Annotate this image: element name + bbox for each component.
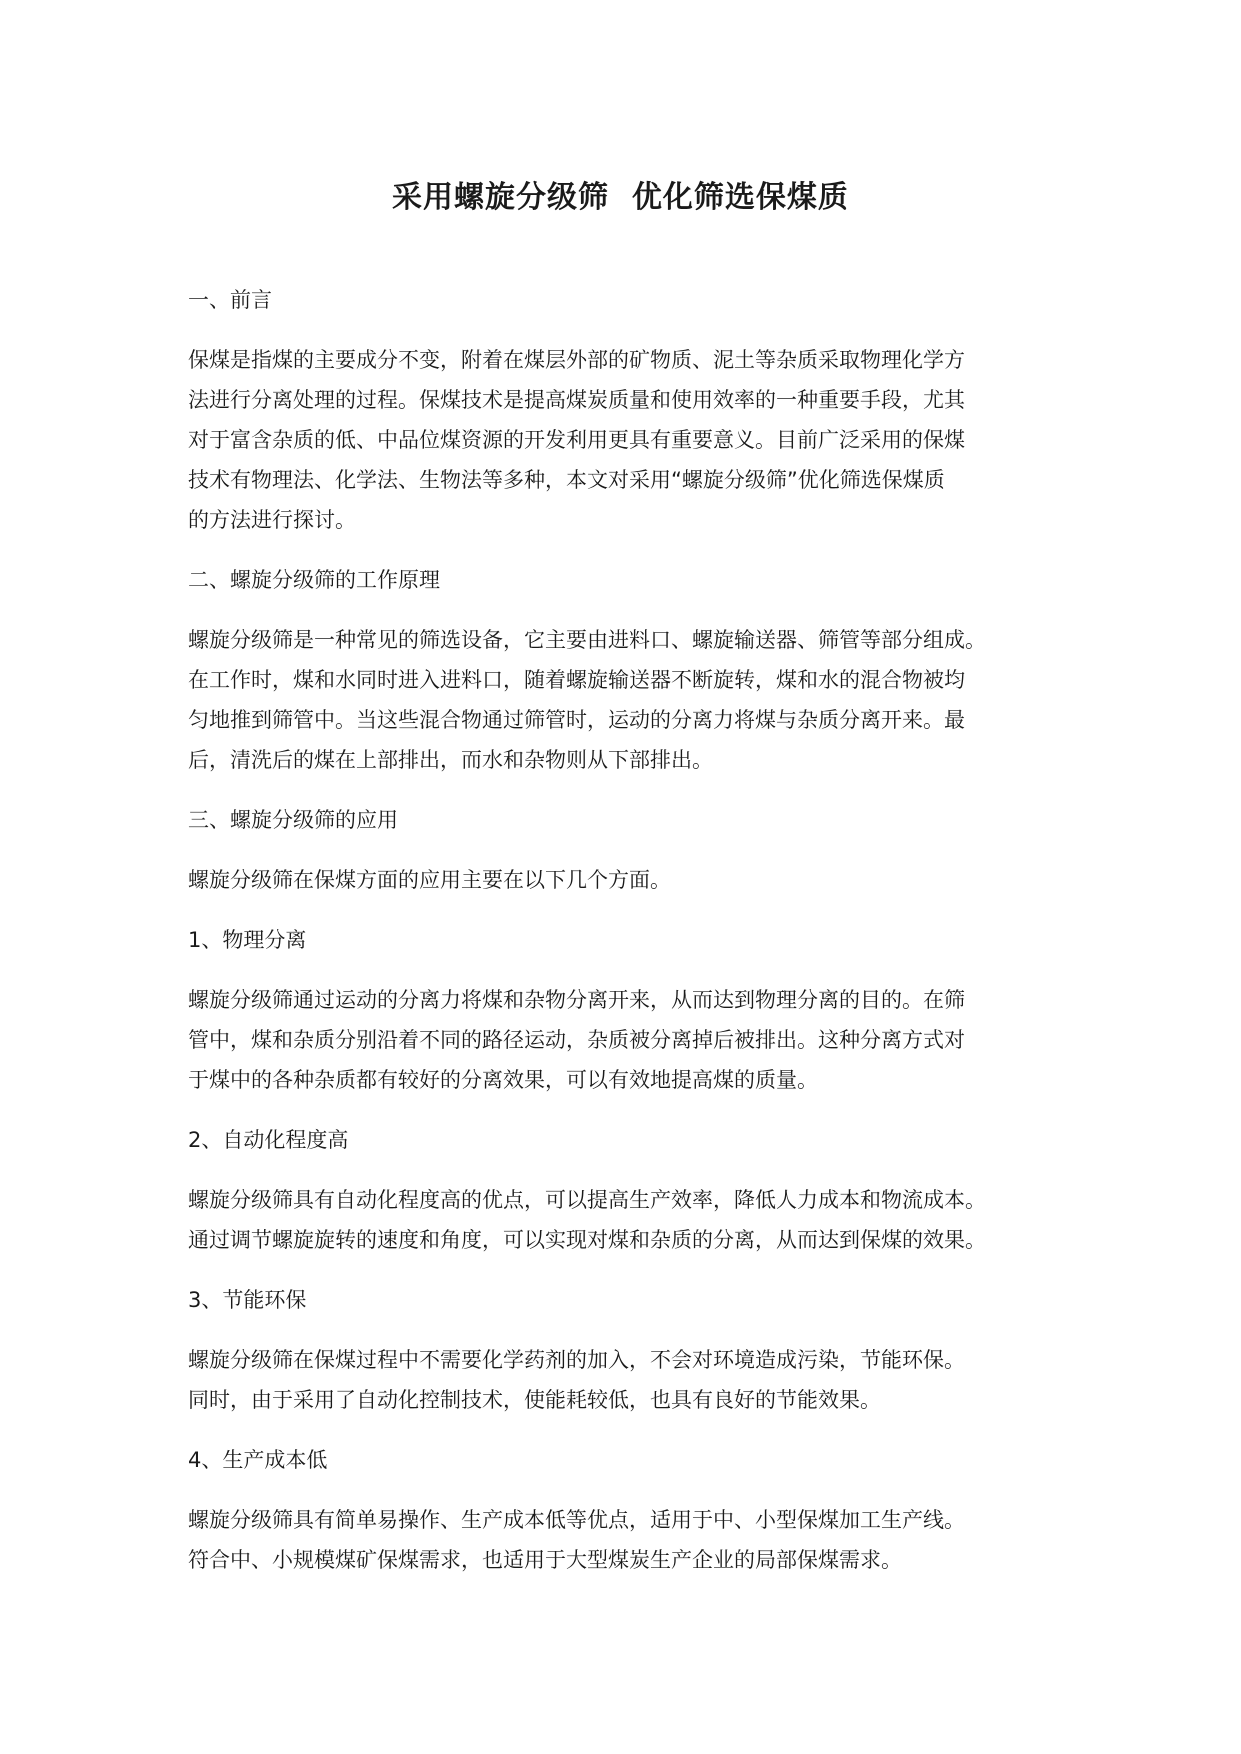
paragraph-preface <box>188 340 1068 540</box>
paragraph-low-cost <box>188 1500 1068 1580</box>
paragraph-working-principle <box>188 620 1068 780</box>
text-line: 螺旋分级筛在保煤方面的应用主要在以下几个方面。 <box>188 868 671 892</box>
text-line: 管中，煤和杂质分别沿着不同的路径运动，杂质被分离掉后被排出。这种分离方式对 <box>188 1028 965 1052</box>
text-line: 通过调节螺旋旋转的速度和角度，可以实现对煤和杂质的分离，从而达到保煤的效果。 <box>188 1228 986 1252</box>
subsection-heading-physical-separation: 1、物理分离 <box>188 928 307 952</box>
subsection-heading-automation: 2、自动化程度高 <box>188 1128 349 1152</box>
text-line: 螺旋分级筛是一种常见的筛选设备，它主要由进料口、螺旋输送器、筛管等部分组成。 <box>188 628 986 652</box>
document-title: 采用螺旋分级筛 优化筛选保煤质 <box>392 180 849 215</box>
text-line: 技术有物理法、化学法、生物法等多种，本文对采用“螺旋分级筛”优化筛选保煤质 <box>188 468 945 492</box>
text-line: 螺旋分级筛在保煤过程中不需要化学药剂的加入，不会对环境造成污染，节能环保。 <box>188 1348 965 1372</box>
text-line: 对于富含杂质的低、中品位煤资源的开发利用更具有重要意义。目前广泛采用的保煤 <box>188 428 965 452</box>
text-line: 在工作时，煤和水同时进入进料口，随着螺旋输送器不断旋转，煤和水的混合物被均 <box>188 668 965 692</box>
text-line: 保煤是指煤的主要成分不变，附着在煤层外部的矿物质、泥土等杂质采取物理化学方 <box>188 348 965 372</box>
paragraph-physical-separation <box>188 980 1068 1100</box>
text-line: 匀地推到筛管中。当这些混合物通过筛管时，运动的分离力将煤与杂质分离开来。最 <box>188 708 965 732</box>
text-line: 于煤中的各种杂质都有较好的分离效果，可以有效地提高煤的质量。 <box>188 1068 818 1092</box>
text-line: 螺旋分级筛通过运动的分离力将煤和杂物分离开来，从而达到物理分离的目的。在筛 <box>188 988 965 1012</box>
text-line: 同时，由于采用了自动化控制技术，使能耗较低，也具有良好的节能效果。 <box>188 1388 881 1412</box>
paragraph-application-intro <box>188 860 1068 900</box>
paragraph-automation <box>188 1180 1068 1260</box>
section-heading-working-principle: 二、螺旋分级筛的工作原理 <box>188 568 440 592</box>
text-line: 螺旋分级筛具有自动化程度高的优点，可以提高生产效率，降低人力成本和物流成本。 <box>188 1188 986 1212</box>
subsection-heading-low-cost: 4、生产成本低 <box>188 1448 328 1472</box>
paragraph-energy-saving <box>188 1340 1068 1420</box>
text-line: 的方法进行探讨。 <box>188 508 356 532</box>
text-line: 螺旋分级筛具有简单易操作、生产成本低等优点，适用于中、小型保煤加工生产线。 <box>188 1508 965 1532</box>
subsection-heading-energy-saving: 3、节能环保 <box>188 1288 307 1312</box>
text-line: 后，清洗后的煤在上部排出，而水和杂物则从下部排出。 <box>188 748 713 772</box>
text-line: 符合中、小规模煤矿保煤需求，也适用于大型煤炭生产企业的局部保煤需求。 <box>188 1548 902 1572</box>
section-heading-preface: 一、前言 <box>188 288 272 312</box>
document-body <box>188 280 1068 1600</box>
text-line: 法进行分离处理的过程。保煤技术是提高煤炭质量和使用效率的一种重要手段，尤其 <box>188 388 965 412</box>
section-heading-application: 三、螺旋分级筛的应用 <box>188 808 398 832</box>
